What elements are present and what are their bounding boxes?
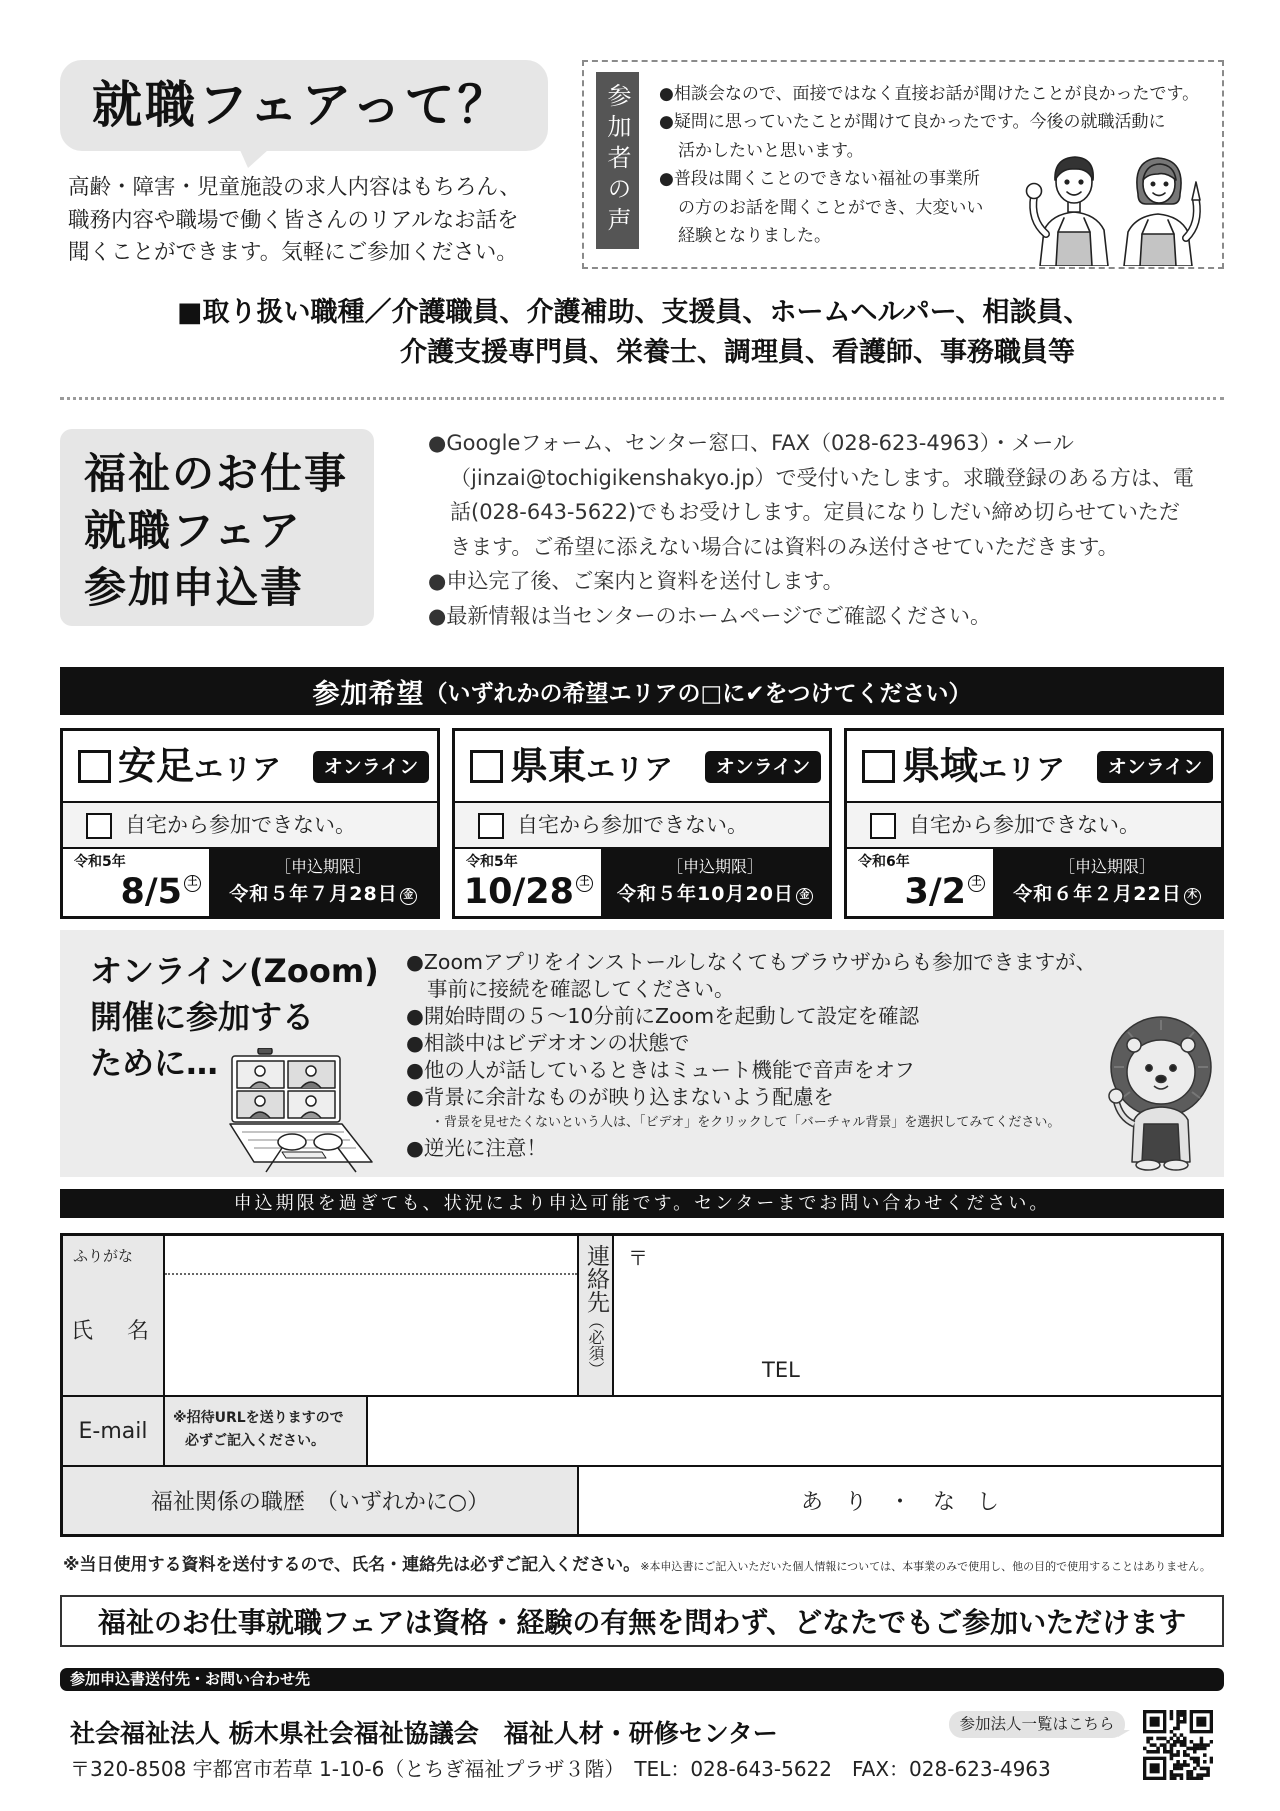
event-date	[464, 870, 593, 914]
qr-module	[1200, 1743, 1204, 1747]
area-card-kenou	[844, 728, 1224, 919]
email-note-cell	[165, 1397, 368, 1467]
career-options[interactable]: あ り ・ な し	[800, 1490, 999, 1515]
name-label-cell	[63, 1236, 165, 1397]
event-weekday: 土	[968, 875, 985, 892]
application-title-line: 就職フェア	[84, 506, 302, 555]
deadline-label: ［申込期限］	[274, 857, 371, 876]
qr-module	[1196, 1777, 1200, 1780]
job-types-line1: ■取り扱い職種／介護職員、介護補助、支援員、ホームヘルパー、相談員、	[177, 297, 1091, 328]
online-badge: オンライン	[313, 751, 429, 783]
qr-module	[1183, 1737, 1187, 1741]
event-era: 令和5年	[74, 854, 126, 870]
area-name	[510, 741, 673, 799]
name-field-cell	[165, 1236, 579, 1397]
participation-heading: 参加希望	[312, 678, 425, 710]
application-title-line: 参加申込書	[84, 563, 305, 612]
qr-module	[1186, 1773, 1190, 1777]
application-info-line: ●最新情報は当センターのホームページでご確認ください。	[428, 603, 992, 628]
page-title: 就職フェアって？	[92, 76, 511, 134]
qr-module	[1210, 1740, 1213, 1744]
qr-module	[1200, 1740, 1204, 1744]
zoom-tip-cont: 事前に接続を確認してください。	[427, 977, 735, 1001]
deadline-label: ［申込期限］	[1058, 857, 1155, 876]
email-label: E-mail	[78, 1418, 148, 1444]
qr-module	[1200, 1777, 1204, 1780]
qr-module	[1150, 1737, 1154, 1741]
qr-code	[1143, 1710, 1213, 1780]
qr-module	[1170, 1753, 1174, 1757]
qr-module	[1146, 1750, 1150, 1754]
qr-module	[1203, 1760, 1207, 1764]
qr-module	[1203, 1767, 1207, 1771]
email-note-line: ※招待URLを送りますので	[173, 1410, 344, 1426]
area-checkbox[interactable]	[78, 750, 111, 783]
qr-module	[1170, 1743, 1174, 1747]
area-name-suffix: エリア	[586, 752, 674, 786]
qr-module	[1160, 1737, 1164, 1741]
qr-module	[1170, 1777, 1174, 1780]
qr-module	[1210, 1760, 1213, 1764]
qr-module	[1173, 1773, 1177, 1777]
participant-voices-box	[582, 60, 1224, 269]
qr-module	[1193, 1760, 1197, 1764]
qr-module	[1170, 1713, 1174, 1717]
qr-module	[1180, 1743, 1184, 1747]
qr-module	[1180, 1720, 1184, 1724]
deadline-date	[209, 879, 437, 906]
qr-module	[1156, 1747, 1160, 1751]
qr-module	[1170, 1747, 1174, 1751]
event-era: 令和6年	[858, 854, 910, 870]
voice-item: ●普段は聞くことのできない福祉の事業所	[659, 169, 980, 190]
contact-label: 連絡先	[583, 1244, 609, 1313]
title-bubble	[60, 60, 548, 151]
qr-module	[1210, 1757, 1213, 1761]
qr-module	[1203, 1747, 1207, 1751]
qr-module	[1176, 1717, 1180, 1721]
voice-item: ●相談会なので、面接ではなく直接お話が聞けたことが良かったです。	[659, 84, 1200, 104]
area-header	[63, 731, 437, 803]
area-header	[847, 731, 1221, 803]
postal-mark: 〒	[628, 1246, 648, 1270]
qr-module	[1176, 1763, 1180, 1767]
email-input[interactable]	[368, 1397, 1221, 1467]
qr-module	[1176, 1723, 1180, 1727]
qr-module	[1170, 1773, 1174, 1777]
qr-module	[1170, 1717, 1174, 1721]
event-weekday: 土	[184, 875, 201, 892]
organization-name: 社会福祉法人 栃木県社会福祉協議会 福祉人材・研修センター	[70, 1719, 778, 1748]
email-note-line: 必ずご記入ください。	[185, 1433, 325, 1449]
qr-module	[1160, 1743, 1164, 1747]
qr-module	[1146, 1740, 1150, 1744]
qr-module	[1203, 1773, 1207, 1777]
qr-module	[1173, 1727, 1177, 1731]
qr-module	[1176, 1727, 1180, 1731]
qr-module	[1190, 1747, 1194, 1751]
deadline-label: ［申込期限］	[666, 857, 763, 876]
qr-module	[1183, 1740, 1187, 1744]
date-row	[847, 849, 1221, 916]
qr-module	[1183, 1710, 1187, 1714]
qr-module	[1203, 1753, 1207, 1757]
qr-module	[1200, 1737, 1204, 1741]
qr-module	[1193, 1747, 1197, 1751]
qr-module	[1170, 1757, 1174, 1761]
event-date-value: 8/5	[120, 872, 182, 912]
email-label-cell	[63, 1397, 165, 1467]
no-home-label: 自宅から参加できない。	[909, 813, 1140, 837]
qr-module	[1176, 1760, 1180, 1764]
contact-input[interactable]	[614, 1236, 1221, 1397]
event-date-block	[455, 849, 601, 916]
open-to-all-banner: 福祉のお仕事就職フェアは資格・経験の有無を問わず、どなたでもご参加いただけます	[60, 1595, 1224, 1647]
zoom-tip: ●背景に余計なものが映り込まないよう配慮を	[406, 1085, 834, 1109]
zoom-heading-line: オンライン(Zoom)	[90, 952, 379, 990]
qr-module	[1193, 1777, 1197, 1780]
qr-finder	[1150, 1763, 1160, 1773]
zoom-tip: ●相談中はビデオオンの状態で	[406, 1031, 690, 1055]
qr-module	[1190, 1740, 1194, 1744]
no-home-row	[847, 803, 1221, 849]
qr-module	[1170, 1710, 1174, 1714]
zoom-tip: ●Zoomアプリをインストールしなくてもブラウザからも参加できますが、	[406, 950, 1097, 974]
qr-module	[1180, 1710, 1184, 1714]
qr-module	[1196, 1760, 1200, 1764]
qr-module	[1143, 1747, 1147, 1751]
qr-module	[1193, 1767, 1197, 1771]
qr-module	[1170, 1770, 1174, 1774]
zoom-heading-line: 開催に参加する	[90, 998, 315, 1036]
no-home-label: 自宅から参加できない。	[125, 813, 356, 837]
qr-module	[1206, 1767, 1210, 1771]
qr-module	[1176, 1710, 1180, 1714]
qr-module	[1196, 1757, 1200, 1761]
qr-module	[1176, 1750, 1180, 1754]
qr-module	[1183, 1763, 1187, 1767]
zoom-tips	[406, 949, 1096, 1162]
qr-module	[1196, 1773, 1200, 1777]
event-date-value: 10/28	[463, 872, 574, 912]
application-form	[60, 1233, 1224, 1537]
contact-label-cell	[579, 1236, 614, 1397]
deadline-date	[993, 879, 1221, 906]
deadline-block	[993, 849, 1221, 916]
qr-module	[1190, 1773, 1194, 1777]
furigana-label: ふりがな	[73, 1247, 134, 1265]
application-title	[84, 445, 348, 616]
voice-item-cont: の方のお話を聞くことができ、大変いい	[678, 197, 984, 218]
qr-module	[1176, 1773, 1180, 1777]
qr-module	[1156, 1737, 1160, 1741]
event-era: 令和5年	[466, 854, 518, 870]
qr-module	[1180, 1773, 1184, 1777]
no-home-row	[63, 803, 437, 849]
deadline-weekday: 金	[400, 888, 417, 905]
list-pointer	[1118, 1730, 1130, 1737]
deadline-block	[209, 849, 437, 916]
qr-module	[1173, 1753, 1177, 1757]
zoom-tip: ●開始時間の５～10分前にZoomを起動して設定を確認	[406, 1004, 920, 1028]
area-name	[118, 741, 281, 799]
area-name	[902, 741, 1065, 799]
area-name-suffix: エリア	[194, 752, 282, 786]
area-name-suffix: エリア	[978, 752, 1066, 786]
qr-module	[1183, 1750, 1187, 1754]
qr-module	[1186, 1763, 1190, 1767]
event-date	[121, 870, 202, 914]
event-date-block	[847, 849, 993, 916]
career-label: 福祉関係の職歴 （いずれかに○）	[150, 1490, 490, 1515]
voice-item-cont: 活かしたいと思います。	[678, 140, 864, 161]
career-label-cell	[63, 1467, 579, 1534]
organization-address: 〒320-8508 宇都宮市若草 1-10-6（とちぎ福祉プラザ３階） TEL：028-643-5622 FAX：028-623-4963	[70, 1757, 1051, 1781]
furigana-input[interactable]	[165, 1236, 577, 1273]
application-info-line: （jinzai@tochigikenshakyo.jp）で受付いたします。求職登録のある方は、電	[450, 465, 1194, 490]
application-info-line: ●Googleフォーム、センター窓口、FAX（028-623-4963）・メール	[428, 431, 1074, 455]
deadline-value: 令和５年７月28日	[229, 883, 398, 905]
qr-module	[1173, 1743, 1177, 1747]
intro-text	[68, 172, 521, 270]
qr-module	[1170, 1750, 1174, 1754]
voice-item-cont: 経験となりました。	[678, 226, 831, 247]
privacy-note: ※本申込書にご記入いただいた個人情報については、本事業のみで使用し、他の目的で使用することはありません。	[640, 1560, 1211, 1573]
voice-item: ●疑問に思っていたことが聞けて良かったです。今後の就職活動に	[659, 112, 1166, 133]
qr-module	[1163, 1743, 1167, 1747]
application-info-line: ●申込完了後、ご案内と資料を送付します。	[428, 569, 844, 594]
qr-module	[1176, 1737, 1180, 1741]
laptop-meeting-illustration	[226, 1048, 376, 1174]
qr-module	[1196, 1747, 1200, 1751]
qr-module	[1146, 1737, 1150, 1741]
qr-module	[1153, 1750, 1157, 1754]
qr-module	[1173, 1767, 1177, 1771]
participant-list-label: 参加法人一覧はこちら	[949, 1711, 1125, 1738]
qr-module	[1170, 1737, 1174, 1741]
qr-module	[1156, 1750, 1160, 1754]
date-row	[455, 849, 829, 916]
no-home-checkbox[interactable]	[870, 813, 896, 839]
qr-module	[1183, 1713, 1187, 1717]
qr-module	[1166, 1750, 1170, 1754]
intro-line: 職務内容や職場で働く皆さんのリアルなお話を	[68, 207, 519, 233]
zoom-tip: ●他の人が話しているときはミュート機能で音声をオフ	[406, 1058, 915, 1082]
qr-module	[1176, 1767, 1180, 1771]
qr-finder	[1196, 1717, 1206, 1727]
contact-required-label: （必須）	[586, 1313, 605, 1377]
qr-module	[1183, 1743, 1187, 1747]
no-home-checkbox[interactable]	[86, 813, 112, 839]
qr-module	[1176, 1720, 1180, 1724]
qr-module	[1176, 1753, 1180, 1757]
qr-finder	[1150, 1717, 1160, 1727]
qr-module	[1150, 1750, 1154, 1754]
qr-module	[1180, 1777, 1184, 1780]
area-checkbox[interactable]	[862, 750, 895, 783]
qr-module	[1186, 1747, 1190, 1751]
qr-module	[1183, 1760, 1187, 1764]
application-info	[428, 426, 1194, 634]
people-illustration	[1020, 134, 1210, 266]
qr-module	[1180, 1713, 1184, 1717]
form-notes	[63, 1553, 1211, 1579]
zoom-heading-line: ために…	[90, 1044, 219, 1082]
qr-module	[1173, 1740, 1177, 1744]
deadline-date	[601, 879, 829, 906]
application-title-box	[60, 429, 374, 626]
no-home-row	[455, 803, 829, 849]
event-date-value: 3/2	[904, 872, 966, 912]
deadline-value: 令和５年10月20日	[617, 883, 794, 905]
qr-module	[1190, 1770, 1194, 1774]
zoom-tip-note: ・背景を見せたくないという人は、「ビデオ」をクリックして「バーチャル背景」を選択してみてください。	[431, 1115, 1061, 1130]
qr-module	[1193, 1743, 1197, 1747]
qr-module	[1193, 1757, 1197, 1761]
area-name-main: 安足	[118, 744, 195, 788]
qr-module	[1163, 1750, 1167, 1754]
qr-module	[1176, 1740, 1180, 1744]
section-divider	[60, 397, 1224, 400]
qr-module	[1193, 1750, 1197, 1754]
qr-module	[1190, 1757, 1194, 1761]
application-info-line: 話(028-643-5622)でもお受けします。定員になりしだい締め切らせていただ	[450, 500, 1180, 525]
qr-module	[1173, 1763, 1177, 1767]
qr-module	[1183, 1717, 1187, 1721]
qr-module	[1186, 1770, 1190, 1774]
bubble-tail	[240, 150, 268, 168]
qr-module	[1163, 1737, 1167, 1741]
name-input[interactable]	[165, 1275, 577, 1395]
zoom-tip: ●逆光に注意！	[406, 1136, 547, 1160]
qr-module	[1206, 1773, 1210, 1777]
qr-module	[1180, 1733, 1184, 1737]
qr-module	[1180, 1767, 1184, 1771]
qr-module	[1153, 1743, 1157, 1747]
qr-module	[1180, 1763, 1184, 1767]
event-date	[905, 870, 986, 914]
deadline-weekday: 金	[796, 888, 813, 905]
qr-module	[1196, 1743, 1200, 1747]
online-badge: オンライン	[705, 751, 821, 783]
qr-module	[1183, 1720, 1187, 1724]
application-info-line: きます。ご希望に添えない場合には資料のみ送付させていただきます。	[450, 534, 1119, 559]
job-types-line2: 介護支援専門員、栄養士、調理員、看護師、事務職員等	[400, 337, 1075, 368]
qr-module	[1176, 1713, 1180, 1717]
qr-module	[1173, 1733, 1177, 1737]
intro-line: 聞くことができます。気軽にご参加ください。	[68, 240, 518, 265]
qr-module	[1200, 1773, 1204, 1777]
application-title-line: 福祉のお仕事	[84, 449, 349, 498]
qr-module	[1196, 1763, 1200, 1767]
late-application-notice: 申込期限を過ぎても、状況により申込可能です。センターまでお問い合わせください。	[60, 1189, 1224, 1218]
area-checkbox[interactable]	[470, 750, 503, 783]
participation-header	[60, 667, 1224, 715]
qr-module	[1206, 1770, 1210, 1774]
contact-header: 参加申込書送付先・お問い合わせ先	[60, 1668, 1224, 1691]
no-home-label: 自宅から参加できない。	[517, 813, 748, 837]
qr-module	[1200, 1767, 1204, 1771]
tel-label: TEL	[762, 1358, 800, 1382]
qr-module	[1183, 1753, 1187, 1757]
lion-mascot-illustration	[1098, 1012, 1224, 1172]
area-header	[455, 731, 829, 803]
event-weekday: 土	[576, 875, 593, 892]
online-badge: オンライン	[1097, 751, 1213, 783]
area-card-anso	[60, 728, 440, 919]
required-note: ※当日使用する資料を送付するので、氏名・連絡先は必ずご記入ください。	[63, 1555, 641, 1575]
qr-module	[1186, 1777, 1190, 1780]
qr-module	[1150, 1743, 1154, 1747]
qr-module	[1206, 1743, 1210, 1747]
participation-instruction: （いずれかの希望エリアの□に✔をつけてください）	[424, 680, 972, 707]
date-row	[63, 849, 437, 916]
qr-module	[1163, 1747, 1167, 1751]
name-label: 氏 名	[70, 1319, 155, 1344]
qr-module	[1200, 1747, 1204, 1751]
no-home-checkbox[interactable]	[478, 813, 504, 839]
qr-module	[1173, 1777, 1177, 1780]
deadline-weekday: 木	[1184, 888, 1201, 905]
qr-module	[1190, 1777, 1194, 1780]
deadline-value: 令和６年２月22日	[1013, 883, 1182, 905]
career-options-cell[interactable]	[579, 1467, 1221, 1534]
intro-line: 高齢・障害・児童施設の求人内容はもちろん、	[68, 175, 521, 200]
qr-module	[1166, 1740, 1170, 1744]
qr-module	[1170, 1730, 1174, 1734]
voices-label: 参加者の声	[596, 72, 639, 249]
area-card-kento	[452, 728, 832, 919]
qr-module	[1180, 1740, 1184, 1744]
qr-module	[1203, 1743, 1207, 1747]
deadline-block	[601, 849, 829, 916]
area-name-main: 県域	[902, 744, 979, 788]
qr-module	[1186, 1753, 1190, 1757]
event-date-block	[63, 849, 209, 916]
area-name-main: 県東	[510, 744, 587, 788]
